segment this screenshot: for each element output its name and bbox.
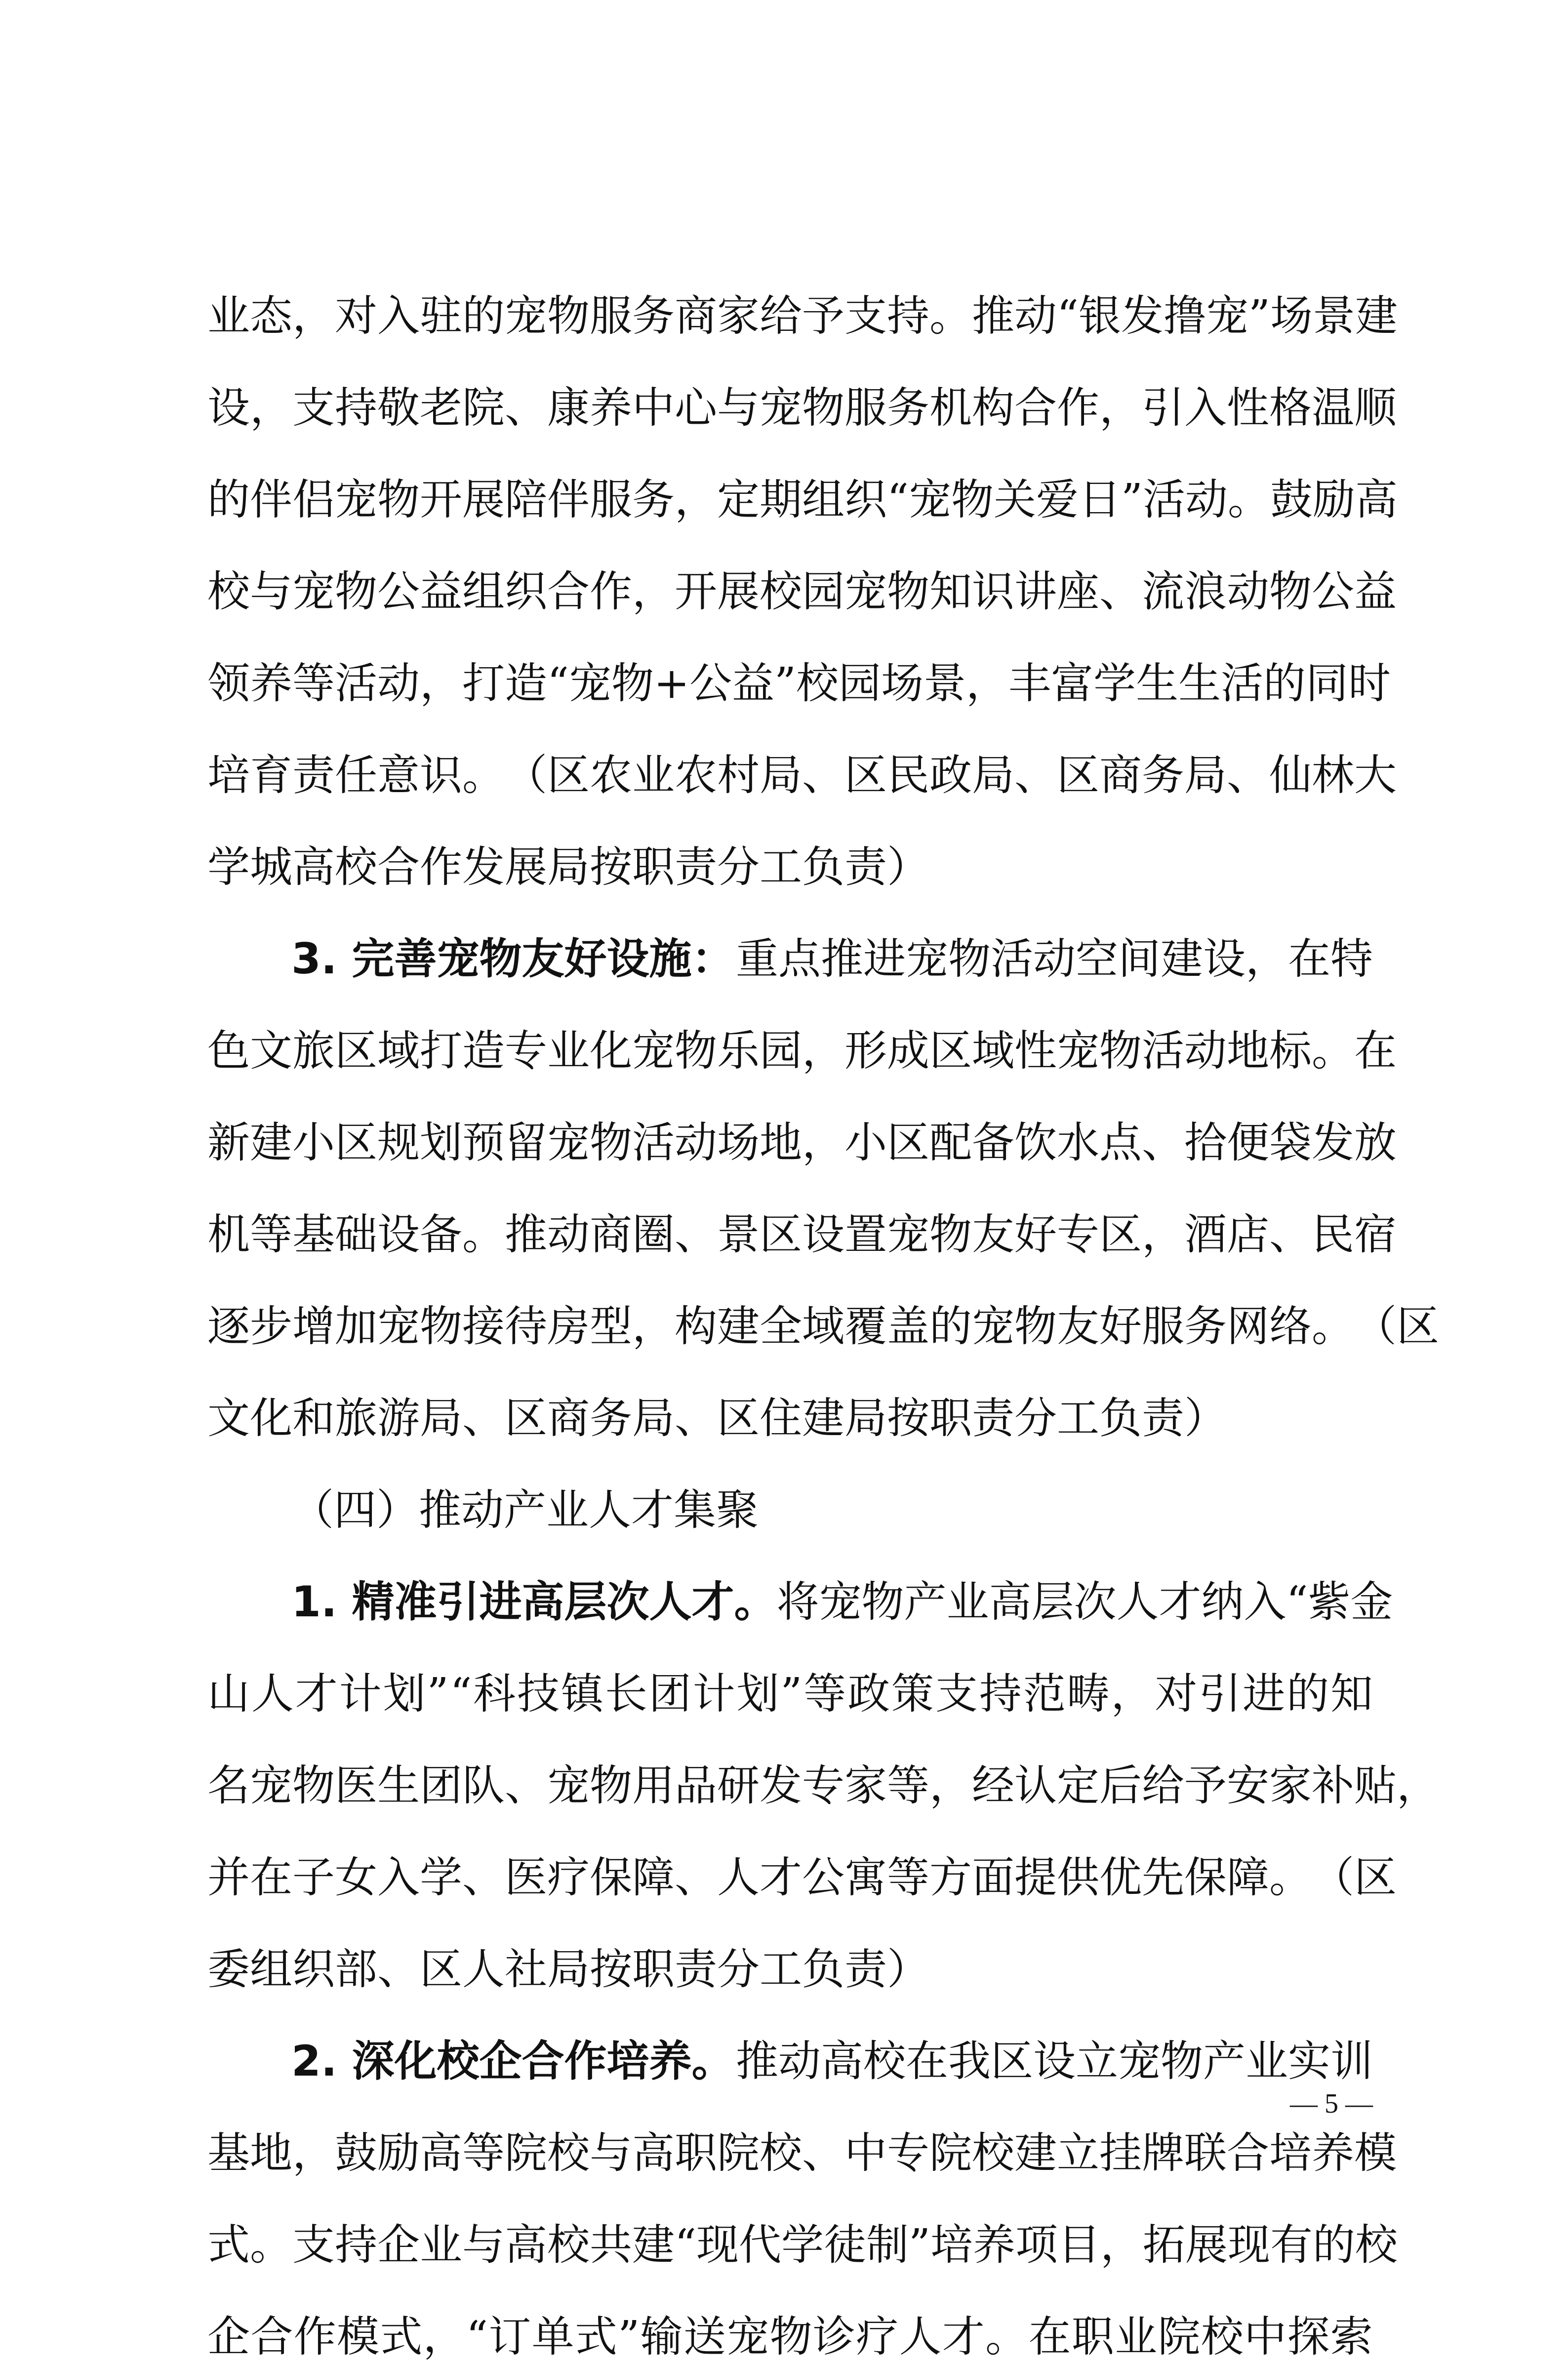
paragraph-line: 文化和旅游局、区商务局、区住建局按职责分工负责）: [207, 1394, 1227, 1443]
paragraph-line: 设 ， 支 持 敬 老 院 、 康 养 中 心 与 宠 物 服 务 机 构 合 作 ， 引 入 性 格 温 顺: [207, 383, 1397, 433]
paragraph-line: 名 宠 物 医 生 团 队 、 宠 物 用 品 研 发 专 家 等 ， 经 认 定 后 给 予 安 家 补 贴 ，: [207, 1761, 1439, 1810]
section-3-heading: 3. 完善宠物友好设施：: [291, 934, 734, 984]
page-number: — 5 —: [1290, 2088, 1373, 2119]
item-2-heading: 2. 深化校企合作培养。: [291, 2037, 734, 2086]
paragraph-line: 学城高校合作发展局按职责分工负责）: [207, 842, 929, 892]
section-3-first-line: [291, 932, 1373, 986]
paragraph-line: 基 地 ， 鼓 励 高 等 院 校 与 高 职 院 校 、 中 专 院 校 建 立 挂 牌 联 合 培 养 模: [207, 2128, 1397, 2178]
paragraph-line: 校 与 宠 物 公 益 组 织 合 作 ， 开 展 校 园 宠 物 知 识 讲 座 、 流 浪 动 物 公 益: [207, 567, 1397, 616]
paragraph-line: 逐 步 增 加 宠 物 接 待 房 型 ， 构 建 全 域 覆 盖 的 宠 物 友 好 服 务 网 络 。 （ 区: [207, 1302, 1439, 1351]
paragraph-line: 企 合 作 模 式 ， “ 订 单 式 ” 输 送 宠 物 诊 疗 人 才 。 在 职 业 院 校 中 探 索: [207, 2312, 1373, 2362]
paragraph-line: 业 态 ， 对 入 驻 的 宠 物 服 务 商 家 给 予 支 持 。 推 动 “ 银 发 撸 宠 ” 场 景 建: [207, 291, 1398, 341]
section-four-title: （四）推动产业人才集聚: [291, 1485, 759, 1535]
paragraph-line: 委组织部、区人社局按职责分工负责）: [207, 1945, 929, 1994]
paragraph-line: 山 人 才 计 划 ” “ 科 技 镇 长 团 计 划 ” 等 政 策 支 持 范 畴 ， 对 引 进 的 知: [207, 1669, 1373, 1719]
item-2-first-rest: 推动高校在我区设立宠物产业实训: [736, 2037, 1373, 2086]
item-2-first-line: [291, 2034, 1373, 2088]
item-1-first-line: [291, 1575, 1393, 1629]
paragraph-line: 的 伴 侣 宠 物 开 展 陪 伴 服 务 ， 定 期 组 织 “ 宠 物 关 爱 日 ” 活 动 。 鼓 励 高: [207, 475, 1398, 524]
item-1-heading: 1. 精准引进高层次人才。: [291, 1577, 777, 1627]
paragraph-line: 并 在 子 女 入 学 、 医 疗 保 障 、 人 才 公 寓 等 方 面 提 供 优 先 保 障 。 （ 区: [207, 1853, 1397, 1902]
paragraph-line: 培 育 责 任 意 识 。 （ 区 农 业 农 村 局 、 区 民 政 局 、 区 商 务 局 、 仙 林 大: [207, 751, 1397, 800]
paragraph-line: 领 养 等 活 动 ， 打 造 “ 宠 物 + 公 益 ” 校 园 场 景 ， 丰 富 学 生 生 活 的 同 时: [207, 659, 1391, 708]
paragraph-line: 色 文 旅 区 域 打 造 专 业 化 宠 物 乐 园 ， 形 成 区 域 性 宠 物 活 动 地 标 。 在: [207, 1026, 1397, 1076]
item-1-first-rest: 将宠物产业高层次人才纳入“紫金: [776, 1577, 1393, 1627]
paragraph-line: 式 。 支 持 企 业 与 高 校 共 建 “ 现 代 学 徒 制 ” 培 养 项 目 ， 拓 展 现 有 的 校: [207, 2220, 1398, 2270]
section-3-first-rest: 重点推进宠物活动空间建设，在特: [736, 934, 1373, 984]
paragraph-line: 机 等 基 础 设 备 。 推 动 商 圈 、 景 区 设 置 宠 物 友 好 专 区 ， 酒 店 、 民 宿: [207, 1210, 1397, 1259]
paragraph-line: 新 建 小 区 规 划 预 留 宠 物 活 动 场 地 ， 小 区 配 备 饮 水 点 、 拾 便 袋 发 放: [207, 1118, 1397, 1167]
